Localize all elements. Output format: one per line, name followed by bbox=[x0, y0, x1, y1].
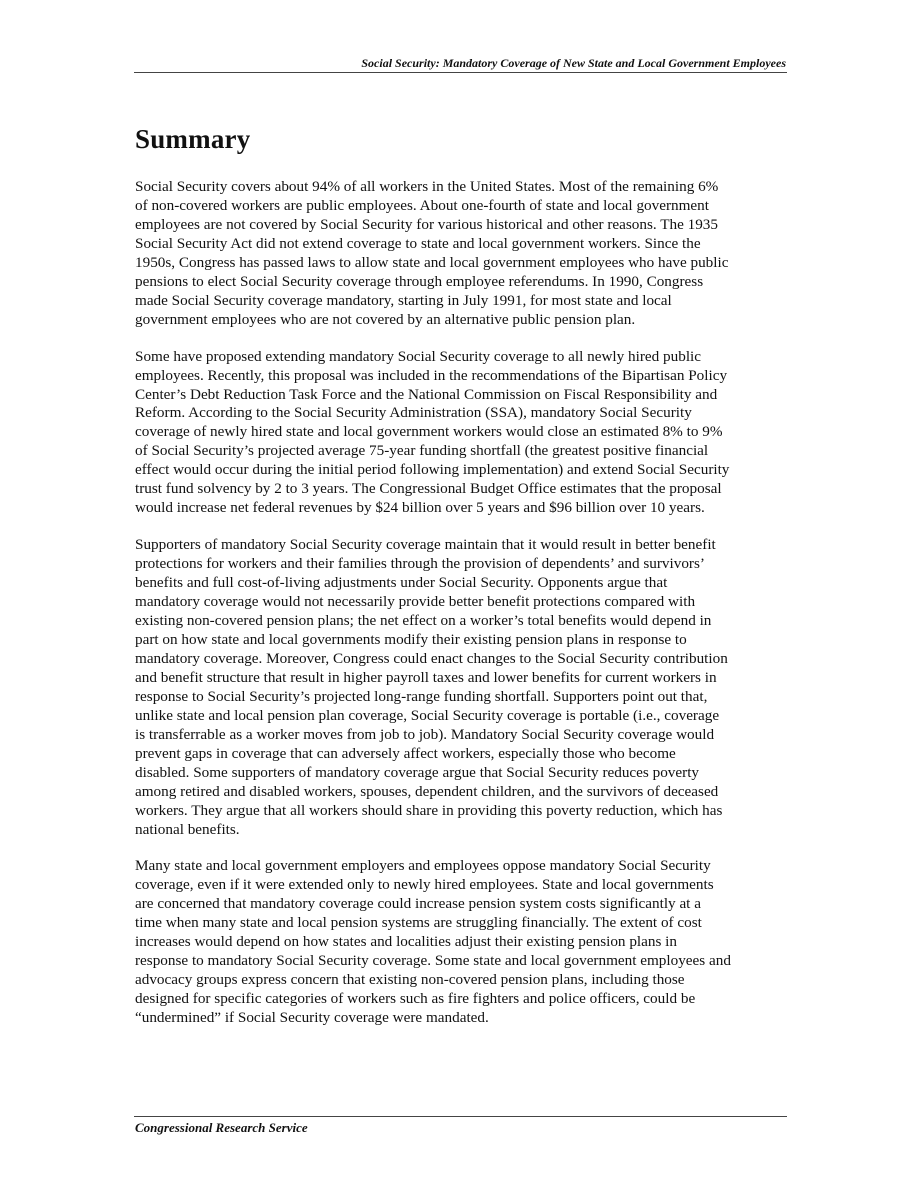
paragraph-line: time when many state and local pension systems are struggling financially. The extent of cost bbox=[135, 914, 702, 932]
paragraph-line: response to Social Security’s projected long-range funding shortfall. Supporters point out that, bbox=[135, 687, 708, 705]
paragraph-line: pensions to elect Social Security coverage through employee referendums. In 1990, Congress bbox=[135, 272, 704, 290]
paragraph-line: advocacy groups express concern that existing non-covered pension plans, including those bbox=[135, 971, 685, 989]
paragraph-line: disabled. Some supporters of mandatory coverage argue that Social Security reduces poverty bbox=[135, 763, 700, 781]
paragraph-2 bbox=[135, 348, 787, 519]
paragraph-line: of Social Security’s projected average 75-year funding shortfall (the greatest positive financial bbox=[135, 442, 709, 460]
paragraph-line: Supporters of mandatory Social Security coverage maintain that it would result in better benefit bbox=[135, 536, 716, 554]
paragraph-line: Reform. According to the Social Security Administration (SSA), mandatory Social Security bbox=[135, 404, 692, 422]
paragraph-line: coverage of newly hired state and local government workers would close an estimated 8% to 9% bbox=[135, 423, 723, 441]
paragraph-line: increases would depend on how states and localities adjust their existing pension plans in bbox=[135, 933, 677, 951]
paragraph-line: national benefits. bbox=[135, 820, 240, 838]
paragraph-line: would increase net federal revenues by $24 billion over 5 years and $96 billion over 10 years. bbox=[135, 499, 705, 517]
footer-divider bbox=[134, 1116, 787, 1117]
paragraph-line: is transferrable as a worker moves from job to job). Mandatory Social Security coverage would bbox=[135, 725, 715, 743]
paragraph-line: 1950s, Congress has passed laws to allow state and local government employees who have public bbox=[135, 253, 729, 271]
paragraph-line: Social Security Act did not extend coverage to state and local government workers. Since the bbox=[135, 234, 701, 252]
paragraph-4 bbox=[135, 857, 787, 1028]
paragraph-line: coverage, even if it were extended only to newly hired employees. State and local governments bbox=[135, 876, 714, 894]
paragraph-line: prevent gaps in coverage that can adversely affect workers, especially those who become bbox=[135, 744, 676, 762]
paragraph-line: protections for workers and their families through the provision of dependents’ and survivors’ bbox=[135, 555, 705, 573]
paragraph-line: unlike state and local pension plan coverage, Social Security coverage is portable (i.e., coverage bbox=[135, 706, 720, 724]
paragraph-line: trust fund solvency by 2 to 3 years. The Congressional Budget Office estimates that the proposal bbox=[135, 480, 722, 498]
paragraph-line: Many state and local government employers and employees oppose mandatory Social Security bbox=[135, 857, 711, 875]
paragraph-line: mandatory coverage. Moreover, Congress could enact changes to the Social Security contribution bbox=[135, 649, 728, 667]
paragraph-3 bbox=[135, 536, 787, 839]
paragraph-line: employees are not covered by Social Security for various historical and other reasons. The 1935 bbox=[135, 215, 718, 233]
paragraph-line: Center’s Debt Reduction Task Force and the National Commission on Fiscal Responsibility and bbox=[135, 385, 718, 403]
paragraph-line: among retired and disabled workers, spouses, dependent children, and the survivors of deceased bbox=[135, 782, 719, 800]
header-divider bbox=[134, 72, 787, 73]
paragraph-line: mandatory coverage would not necessarily provide better benefit protections compared with bbox=[135, 593, 696, 611]
paragraph-line: Some have proposed extending mandatory Social Security coverage to all newly hired public bbox=[135, 347, 701, 365]
paragraph-line: effect would occur during the initial period following implementation) and extend Social Security bbox=[135, 461, 730, 479]
body-text bbox=[135, 178, 787, 1046]
paragraph-line: employees. Recently, this proposal was included in the recommendations of the Bipartisan Policy bbox=[135, 366, 728, 384]
paragraph-line: made Social Security coverage mandatory, starting in July 1991, for most state and local bbox=[135, 291, 672, 309]
paragraph-line: of non-covered workers are public employees. About one-fourth of state and local government bbox=[135, 196, 709, 214]
paragraph-line: and benefit structure that result in higher payroll taxes and lower benefits for current workers in bbox=[135, 668, 717, 686]
paragraph-line: “undermined” if Social Security coverage were mandated. bbox=[135, 1009, 489, 1027]
paragraph-line: are concerned that mandatory coverage could increase pension system costs significantly at a bbox=[135, 895, 701, 913]
paragraph-line: existing non-covered pension plans; the net effect on a worker’s total benefits would depend in bbox=[135, 612, 712, 630]
running-header: Social Security: Mandatory Coverage of New State and Local Government Employees bbox=[361, 56, 786, 70]
paragraph-line: Social Security covers about 94% of all workers in the United States. Most of the remaining 6% bbox=[135, 178, 719, 195]
footer-publisher: Congressional Research Service bbox=[135, 1120, 308, 1135]
paragraph-line: benefits and full cost-of-living adjustments under Social Security. Opponents argue that bbox=[135, 574, 668, 592]
paragraph-line: part on how state and local governments modify their existing pension plans in response to bbox=[135, 630, 687, 648]
paragraph-1 bbox=[135, 178, 787, 330]
paragraph-line: designed for specific categories of workers such as fire fighters and police officers, could be bbox=[135, 990, 696, 1008]
paragraph-line: workers. They argue that all workers should share in providing this poverty reduction, which has bbox=[135, 801, 723, 819]
paragraph-line: response to mandatory Social Security coverage. Some state and local government employees and bbox=[135, 952, 731, 970]
paragraph-line: government employees who are not covered by an alternative public pension plan. bbox=[135, 310, 636, 328]
section-title: Summary bbox=[135, 124, 251, 154]
